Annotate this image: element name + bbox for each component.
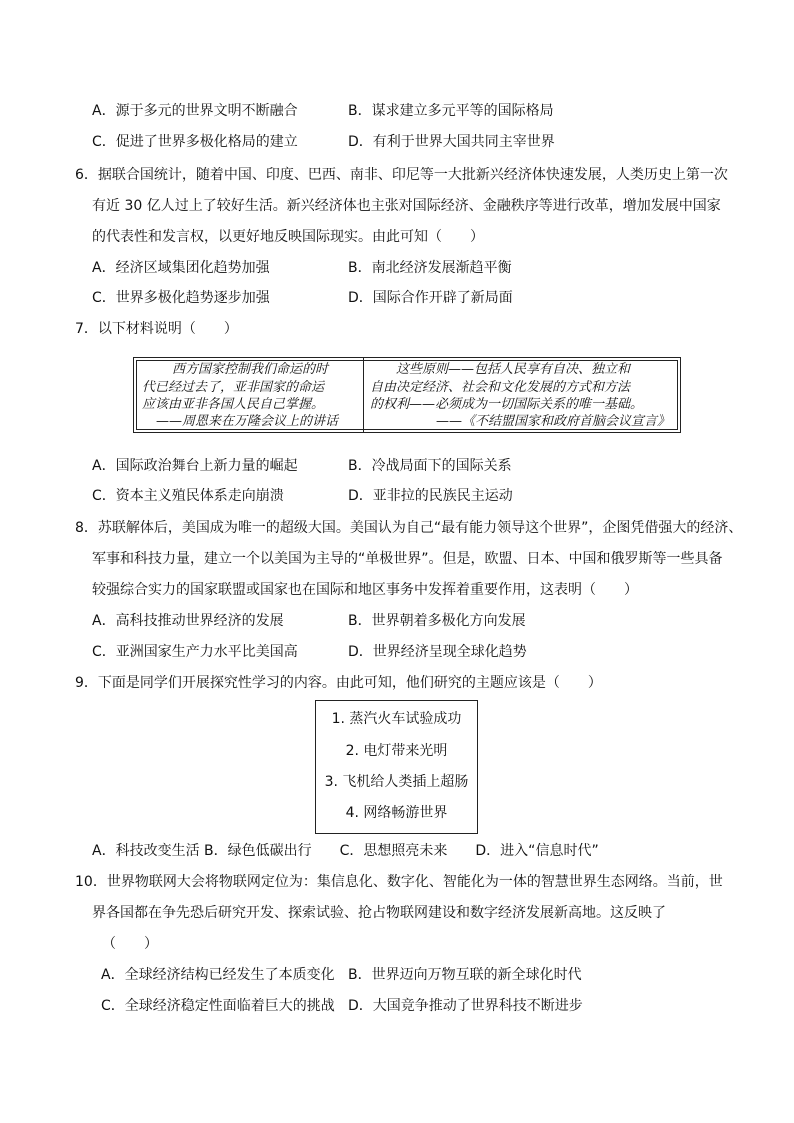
- q9-topics-box: [315, 700, 478, 834]
- q5-option-b: B．谋求建立多元平等的国际格局: [348, 103, 554, 119]
- q8-option-c: C．亚洲国家生产力水平比美国高: [92, 644, 298, 660]
- q8-option-d: D．世界经济呈现全球化趋势: [348, 644, 527, 660]
- q9-topic-1: 1. 蒸汽火车试验成功: [331, 711, 462, 727]
- q9-stem: 9．下面是同学们开展探究性学习的内容。由此可知，他们研究的主题应该是（ ）: [75, 675, 602, 691]
- q8-stem-line-3: 较强综合实力的国家联盟或国家也在国际和地区事务中发挥着重要作用，这表明（ ）: [92, 582, 638, 598]
- q7-option-c: C．资本主义殖民体系走向崩溃: [92, 488, 284, 504]
- q7-option-b: B．冷战局面下的国际关系: [348, 458, 512, 474]
- q6-option-c: C．世界多极化趋势逐步加强: [92, 290, 270, 306]
- q7-right-quote-source: ——《不结盟国家和政府首脑会议宣言》: [436, 414, 671, 429]
- q10-option-b: B．世界迈向万物互联的新全球化时代: [348, 967, 582, 983]
- q10-option-d: D．大国竞争推动了世界科技不断进步: [348, 998, 583, 1014]
- q6-stem-line-3: 的代表性和发言权，以更好地反映国际现实。由此可知（ ）: [92, 229, 484, 245]
- q5-option-c: C．促进了世界多极化格局的建立: [92, 134, 298, 150]
- q9-topic-2: 2. 电灯带来光明: [345, 743, 448, 759]
- q7-option-d: D．亚非拉的民族民主运动: [348, 488, 513, 504]
- q6-stem-line-1: 6．据联合国统计，随着中国、印度、巴西、南非、印尼等一大批新兴经济体快速发展，人类历史上第一次: [75, 167, 728, 183]
- q8-stem-line-2: 军事和科技力量，建立一个以美国为主导的“单极世界”。但是，欧盟、日本、中国和俄罗斯等一些具备: [92, 551, 723, 567]
- q5-option-a: A．源于多元的世界文明不断融合: [92, 103, 298, 119]
- q8-stem-line-1: 8．苏联解体后，美国成为唯一的超级大国。美国认为自己“最有能力领导这个世界”，企图凭借强大的经济、: [75, 520, 743, 536]
- q10-option-a: A．全球经济结构已经发生了本质变化: [101, 967, 335, 983]
- q8-option-b: B．世界朝着多极化方向发展: [348, 613, 526, 629]
- q6-option-a: A．经济区域集团化趋势加强: [92, 260, 270, 276]
- q7-right-quote-line-1: 这些原则——包括人民享有自决、独立和: [396, 362, 631, 377]
- q7-left-quote-source: ——周恩来在万隆会议上的讲话: [156, 414, 339, 429]
- q9-topic-4: 4. 网络畅游世界: [345, 805, 448, 821]
- q6-option-d: D．国际合作开辟了新局面: [348, 290, 513, 306]
- q9-options: A．科技改变生活 B．绿色低碳出行 C．思想照亮未来 D．进入“信息时代”: [92, 843, 599, 859]
- q7-material-box: [133, 357, 681, 433]
- q7-option-a: A．国际政治舞台上新力量的崛起: [92, 458, 298, 474]
- q7-left-quote-line-3: 应该由亚非各国人民自己掌握。: [142, 397, 325, 412]
- q7-left-quote-line-2: 代已经过去了，亚非国家的命运: [142, 380, 325, 395]
- q7-right-quote-line-2: 自由决定经济、社会和文化发展的方式和方法: [370, 380, 631, 395]
- q10-option-c: C．全球经济稳定性面临着巨大的挑战: [101, 998, 335, 1014]
- q7-material-divider: [363, 358, 364, 432]
- q7-stem: 7．以下材料说明（ ）: [75, 321, 238, 337]
- q6-option-b: B．南北经济发展渐趋平衡: [348, 260, 512, 276]
- q7-left-quote-line-1: 西方国家控制我们命运的时: [172, 362, 329, 377]
- q10-stem-line-3: （ ）: [102, 936, 158, 952]
- q7-right-quote-line-3: 的权利——必须成为一切国际关系的唯一基础。: [370, 397, 644, 412]
- q10-stem-line-2: 界各国都在争先恐后研究开发、探索试验、抢占物联网建设和数字经济发展新高地。这反映了: [92, 905, 666, 921]
- q6-stem-line-2: 有近 30 亿人过上了较好生活。新兴经济体也主张对国际经济、金融秩序等进行改革，增加发展中国家: [92, 198, 721, 214]
- q9-topic-3: 3. 飞机给人类插上超肠: [324, 774, 469, 790]
- q8-option-a: A．高科技推动世界经济的发展: [92, 613, 284, 629]
- q10-stem-line-1: 10．世界物联网大会将物联网定位为：集信息化、数字化、智能化为一体的智慧世界生态网络。当前，世: [75, 874, 723, 890]
- q5-option-d: D．有利于世界大国共同主宰世界: [348, 134, 555, 150]
